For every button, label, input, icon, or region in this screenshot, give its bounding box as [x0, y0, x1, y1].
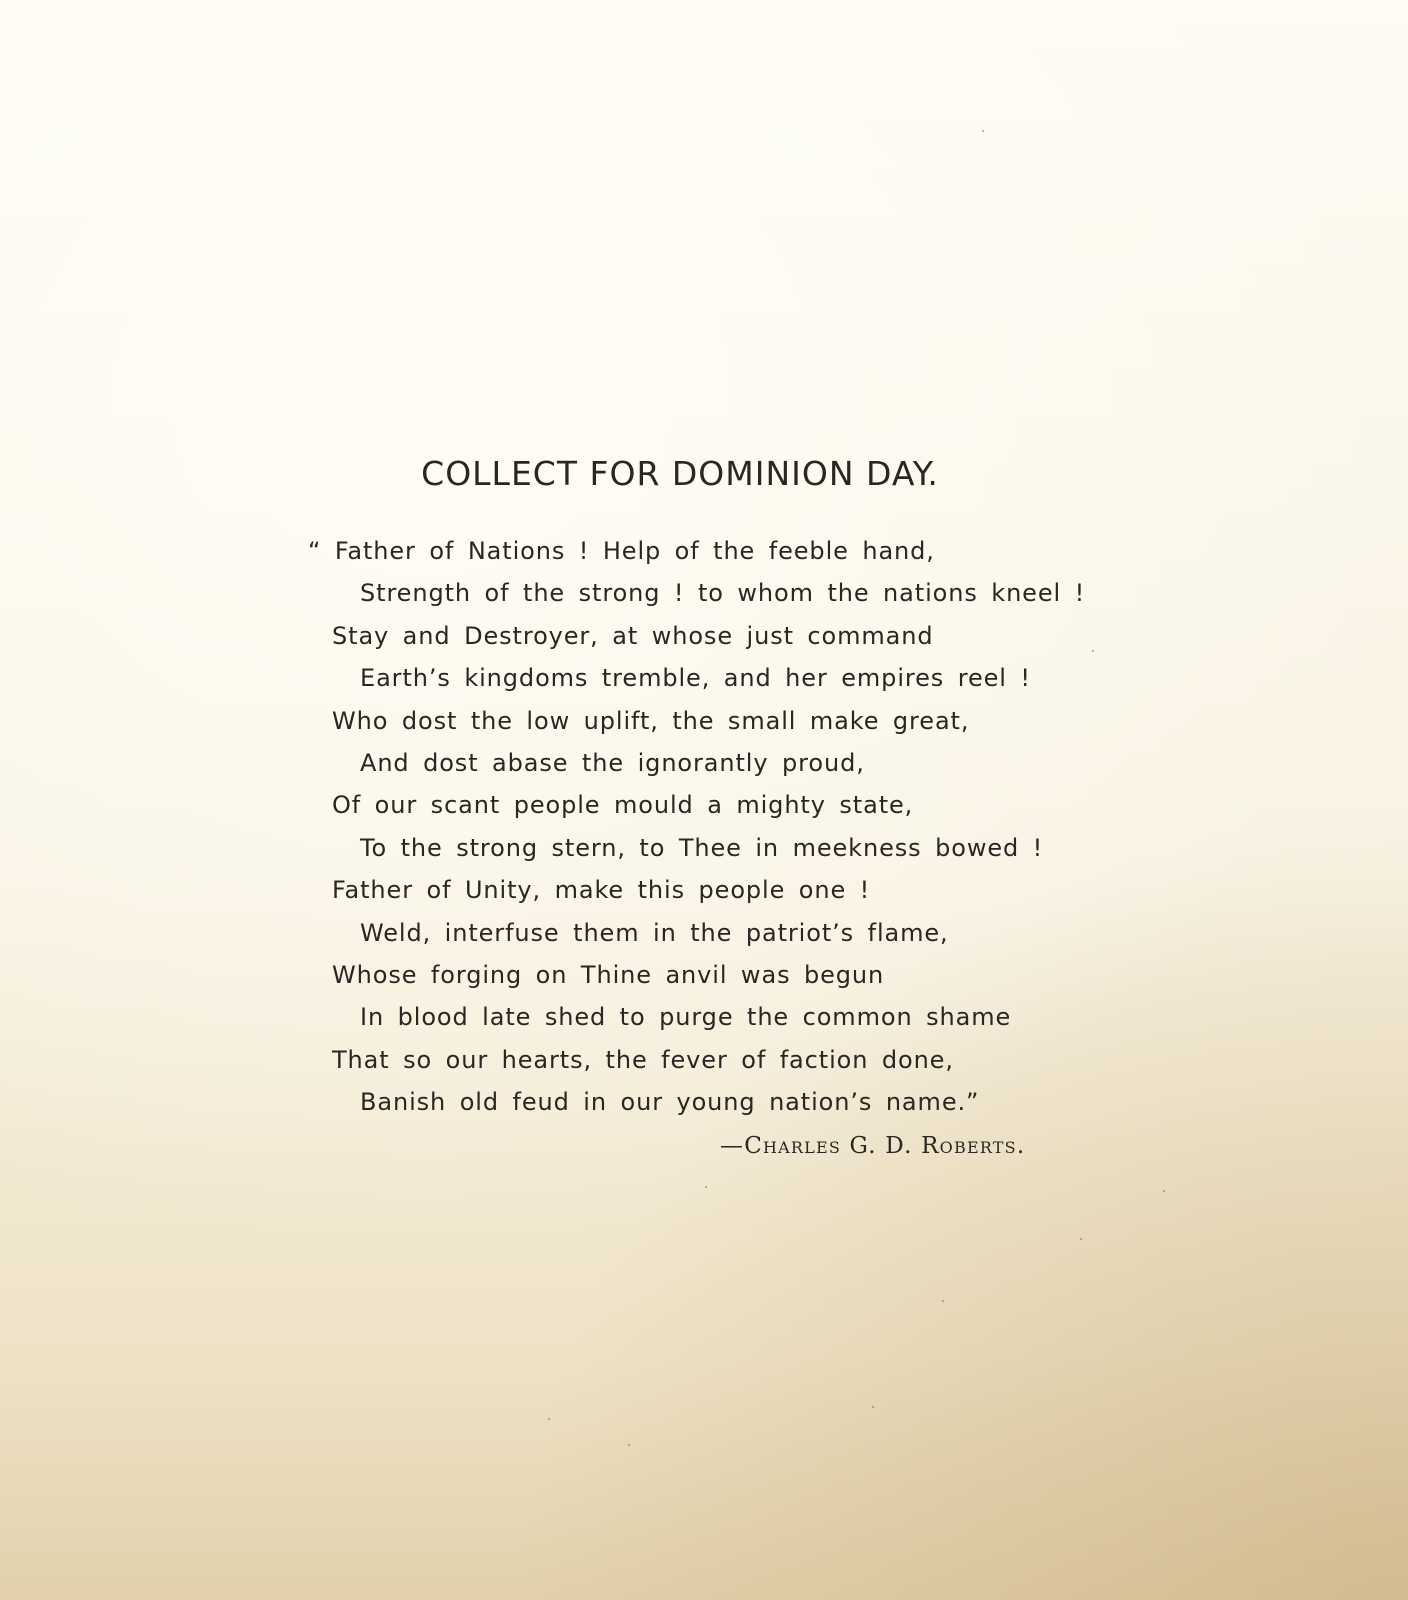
paper-speck [1080, 1238, 1082, 1240]
poem-line: To the strong stern, to Thee in meekness bowed ! [360, 833, 1044, 862]
poem-line: Father of Unity, make this people one ! [332, 876, 871, 905]
poem-body [308, 530, 1085, 1123]
poem-line: Whose forging on Thine anvil was begun [332, 960, 885, 989]
poem-line: Of our scant people mould a mighty state, [332, 791, 914, 820]
poem-line: Earth’s kingdoms tremble, and her empires reel ! [360, 664, 1031, 693]
poem-attribution: —Charles G. D. Roberts. [720, 1133, 1026, 1159]
poem-line: And dost abase the ignorantly proud, [360, 748, 865, 777]
paper-speck [548, 1418, 550, 1420]
poem-line: “ Father of Nations ! Help of the feeble hand, [308, 537, 935, 565]
paper-speck [982, 130, 984, 132]
poem-line: That so our hearts, the fever of faction done, [332, 1045, 954, 1074]
poem-line: Who dost the low uplift, the small make great, [332, 706, 970, 735]
paper-speck [1163, 1190, 1165, 1192]
poem-line: Banish old feud in our young nation’s name.” [360, 1088, 980, 1117]
paper-speck [705, 1186, 707, 1188]
poem-line: Strength of the strong ! to whom the nations kneel ! [360, 579, 1086, 608]
paper-speck [628, 1444, 630, 1446]
paper-speck [872, 1406, 874, 1408]
poem-line: In blood late shed to purge the common shame [360, 1003, 1012, 1032]
poem-title: COLLECT FOR DOMINION DAY. [421, 454, 939, 493]
poem-line: Stay and Destroyer, at whose just command [332, 621, 934, 650]
paper-speck [1092, 650, 1094, 652]
poem-line: Weld, interfuse them in the patriot’s flame, [360, 918, 949, 947]
paper-speck [942, 1300, 944, 1302]
